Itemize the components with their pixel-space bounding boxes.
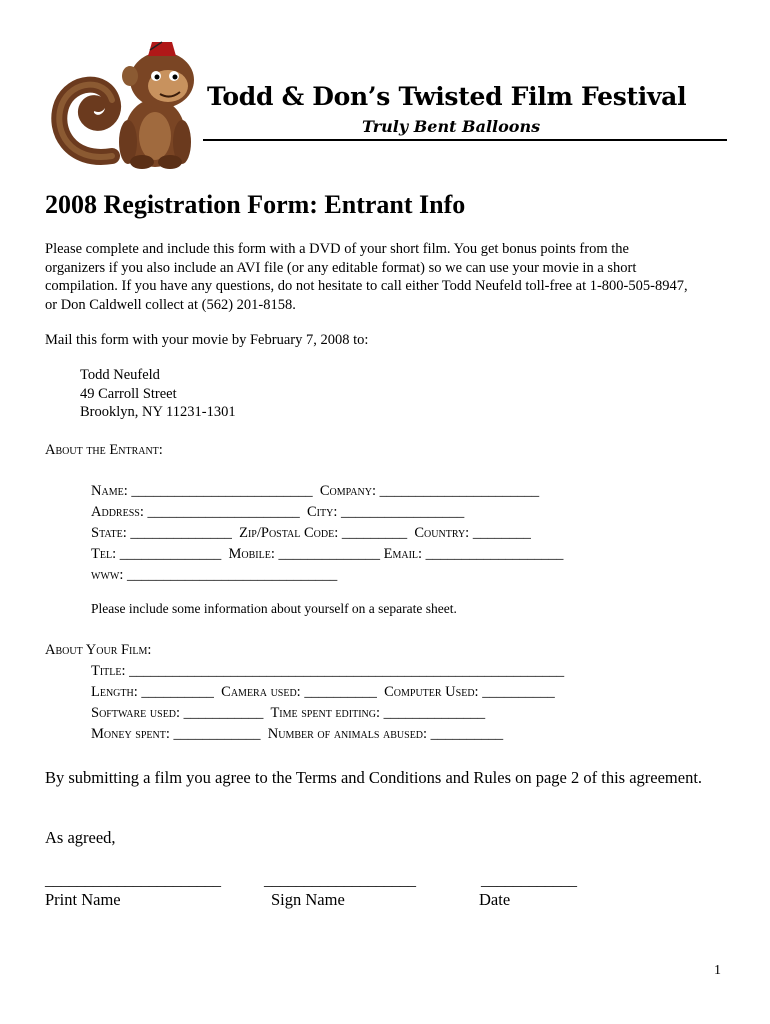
address-line: Brooklyn, NY 11231-1301 bbox=[80, 404, 236, 420]
camera-field[interactable]: Camera used: __________ bbox=[221, 684, 377, 700]
country-field[interactable]: Country: ________ bbox=[414, 525, 531, 541]
address-line: 49 Carroll Street bbox=[80, 385, 177, 402]
mailing-address bbox=[80, 366, 236, 422]
money-field[interactable]: Money spent: ____________ bbox=[91, 726, 261, 742]
zip-field[interactable]: Zip/Postal Code: _________ bbox=[239, 525, 408, 541]
software-field[interactable]: Software used: ___________ bbox=[91, 705, 264, 721]
name-field[interactable]: Name: _________________________ bbox=[91, 483, 313, 499]
festival-subtitle: Truly Bent Balloons bbox=[362, 117, 541, 136]
mobile-field[interactable]: Mobile: ______________ bbox=[228, 546, 380, 562]
as-agreed: As agreed, bbox=[45, 828, 116, 847]
entrant-row-www bbox=[91, 567, 337, 584]
email-field[interactable]: Email: ___________________ bbox=[383, 546, 564, 562]
film-row-money bbox=[91, 726, 503, 743]
intro-line: organizers if you also include an AVI file (or any editable format) so we can use your movie in a short bbox=[45, 259, 637, 276]
intro-line: compilation. If you have any questions, do not hesitate to call either Todd Neufeld toll-free at 1-800-505-8947, bbox=[45, 278, 688, 294]
title-field[interactable]: Title: ____________________________________________________________ bbox=[91, 663, 565, 679]
form-title: 2008 Registration Form: Entrant Info bbox=[45, 190, 466, 219]
company-field[interactable]: Company: ______________________ bbox=[319, 483, 540, 499]
animals-field[interactable]: Number of animals abused: __________ bbox=[267, 726, 504, 742]
header-divider bbox=[203, 139, 727, 141]
entrant-note: Please include some information about yourself on a separate sheet. bbox=[91, 601, 457, 616]
monkey-balloon-logo-icon bbox=[50, 38, 220, 170]
page-number: 1 bbox=[714, 963, 721, 978]
intro-paragraph bbox=[45, 240, 735, 314]
address-line: Todd Neufeld bbox=[80, 367, 160, 383]
intro-line: Please complete and include this form with a DVD of your short film. You get bonus points from the bbox=[45, 241, 629, 257]
editing-time-field[interactable]: Time spent editing: ______________ bbox=[270, 705, 486, 721]
sign-name-label: Sign Name bbox=[271, 890, 345, 909]
city-field[interactable]: City: _________________ bbox=[306, 504, 465, 520]
state-field[interactable]: State: ______________ bbox=[91, 525, 232, 541]
entrant-heading: About the Entrant: bbox=[45, 442, 163, 458]
film-row-title bbox=[91, 663, 564, 680]
address-field[interactable]: Address: _____________________ bbox=[91, 504, 300, 520]
entrant-row-address bbox=[91, 504, 464, 521]
computer-field[interactable]: Computer Used: __________ bbox=[384, 684, 555, 700]
intro-line: or Don Caldwell collect at (562) 201-8158. bbox=[45, 296, 296, 313]
film-heading: About Your Film: bbox=[45, 642, 152, 658]
terms-statement: By submitting a film you agree to the Terms and Conditions and Rules on page 2 of this agreement. bbox=[45, 768, 703, 787]
mail-instructions: Mail this form with your movie by February 7, 2008 to: bbox=[45, 332, 369, 348]
length-field[interactable]: Length: __________ bbox=[91, 684, 214, 700]
www-field[interactable]: www: _____________________________ bbox=[91, 567, 338, 583]
print-name-label: Print Name bbox=[45, 890, 121, 909]
film-row-software bbox=[91, 705, 485, 722]
tel-field[interactable]: Tel: ______________ bbox=[91, 546, 222, 562]
film-row-length bbox=[91, 684, 555, 701]
date-line[interactable]: ____________ bbox=[481, 872, 577, 889]
festival-title: Todd & Don’s Twisted Film Festival bbox=[207, 82, 687, 111]
entrant-row-phone bbox=[91, 546, 563, 563]
print-name-line[interactable]: ______________________ bbox=[45, 872, 221, 889]
entrant-row-name bbox=[91, 483, 539, 500]
entrant-row-state bbox=[91, 525, 531, 542]
sign-name-line[interactable]: ___________________ bbox=[264, 872, 416, 889]
date-label: Date bbox=[479, 890, 511, 909]
